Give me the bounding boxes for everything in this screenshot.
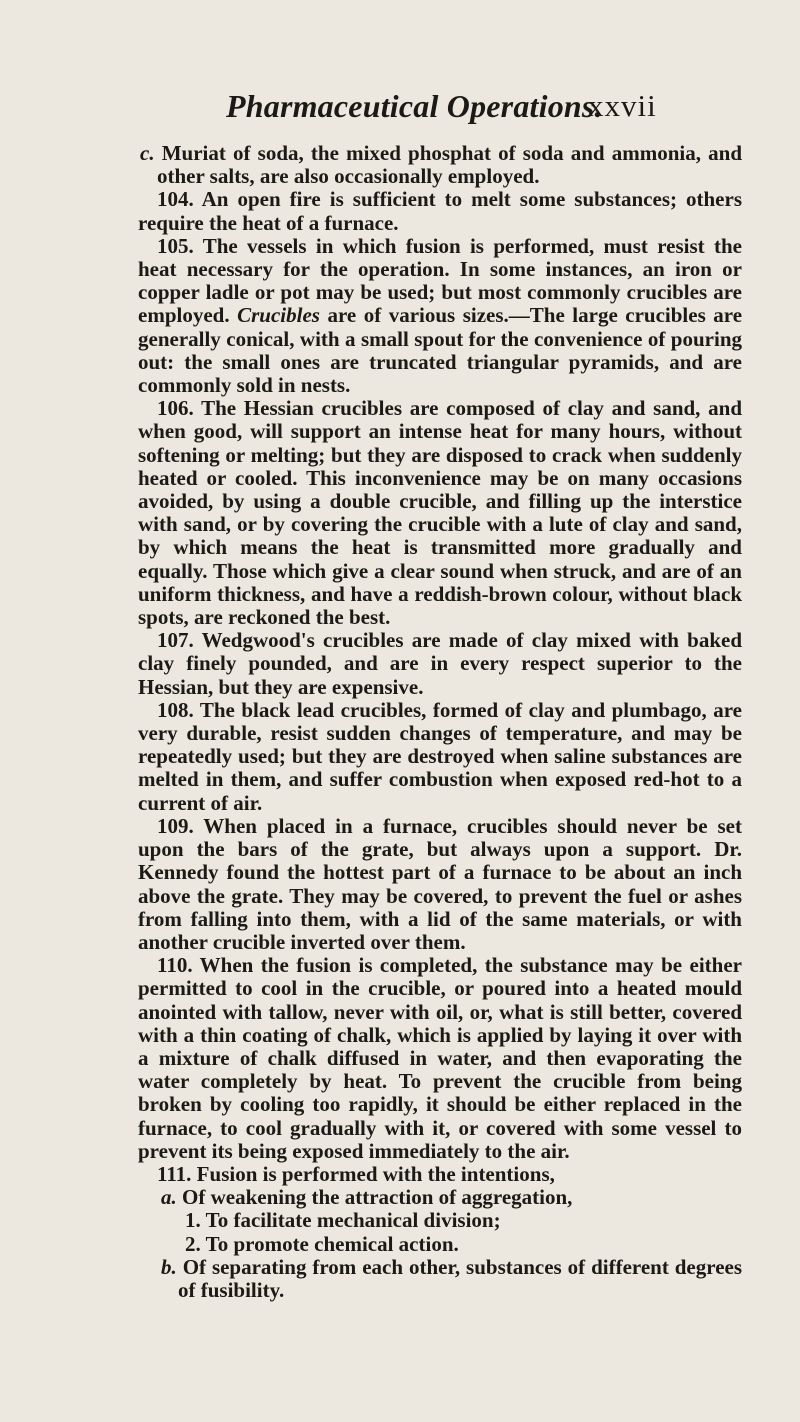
paragraph-c	[138, 142, 742, 188]
list-marker: a.	[161, 1185, 177, 1210]
page-number: xxvii	[588, 88, 657, 123]
paragraph-104	[138, 188, 742, 234]
list-item	[138, 1256, 742, 1302]
list-item-text: To promote chemical action.	[205, 1231, 459, 1256]
paragraph-text: 105. The vessels in which fusion is performed, must resist the heat necessary for the operation. In some instances, an iron or copper ladle or pot may be used; but most commonly crucibles are employed.	[138, 233, 742, 328]
paragraph-109	[138, 815, 742, 954]
body-text	[138, 142, 742, 1302]
paragraph-text: 109. When placed in a furnace, crucibles should never be set upon the bars of the grate, but always upon a support. Dr. Kennedy found the hottest part of a furnace to be about an inch above the grate. They may be covered, to prevent the fuel or ashes from falling into them, with a lid of the same materials, or with another crucible inverted over them.	[138, 813, 742, 954]
paragraph-107	[138, 629, 742, 699]
paragraph-text: are of various sizes.—The large crucibles are generally conical, with a small spout for the convenience of pouring out: the small ones are truncated triangular pyramids, and are commonly sold in nests.	[138, 303, 743, 398]
paragraph-text: Muriat of soda, the mixed phosphat of soda and ammonia, and other salts, are also occasionally employed.	[157, 141, 742, 189]
list-item-text: Of separating from each other, substances of different degrees of fusibility.	[178, 1254, 743, 1302]
page-title: Pharmaceutical Operations.	[226, 88, 603, 124]
paragraph-text: 106. The Hessian crucibles are composed of clay and sand, and when good, will support an intense heat for many hours, without softening or melting; but they are disposed to crack when suddenly heated or cooled. This inconvenience may be on many occasions avoided, by using a double crucible, and filling up the interstice with sand, or by covering the crucible with a lute of clay and sand, by which means the heat is transmitted more gradually and equally. Those which give a clear sound when struck, and are of an uniform thickness, and have a reddish-brown colour, without black spots, are reckoned the best.	[138, 396, 742, 630]
paragraph-108	[138, 699, 742, 815]
paragraph-text: 110. When the fusion is completed, the substance may be either permitted to cool in the crucible, or poured into a heated mould anointed with tallow, never with oil, or, what is still better, covered with a thin coating of chalk, which is applied by laying it over with a mixture of chalk diffused in water, and then evaporating the water completely by heat. To prevent the crucible from being broken by cooling too rapidly, it should be either replaced in the furnace, to cool gradually with it, or covered with some vessel to prevent its being exposed immediately to the air.	[138, 953, 742, 1163]
paragraph-110	[138, 954, 742, 1163]
list-number: 2.	[185, 1231, 201, 1256]
paragraph-text: 104. An open fire is sufficient to melt some substances; others require the heat of a furnace.	[138, 187, 742, 235]
intentions-list	[138, 1186, 742, 1302]
list-number: 1.	[185, 1208, 201, 1233]
list-item	[138, 1209, 742, 1232]
italic-term: Crucibles	[237, 303, 320, 328]
paragraph-106	[138, 397, 742, 629]
paragraph-text: 108. The black lead crucibles, formed of clay and plumbago, are very durable, resist sudden changes of temperature, and may be repeatedly used; but they are destroyed when saline substances are melted in them, and suffer combustion when exposed red-hot to a current of air.	[138, 697, 742, 815]
paragraph-marker: c.	[140, 141, 155, 165]
paragraph-text: 107. Wedgwood's crucibles are made of clay mixed with baked clay finely pounded, and are in every respect superior to the Hessian, but they are expensive.	[138, 628, 742, 699]
paragraph-111	[138, 1163, 742, 1186]
running-head	[226, 88, 746, 128]
paragraph-105	[138, 235, 742, 397]
list-item	[138, 1186, 742, 1209]
paragraph-text: 111. Fusion is performed with the intentions,	[157, 1161, 555, 1186]
list-item-text: Of weakening the attraction of aggregation,	[182, 1185, 573, 1210]
list-item	[138, 1233, 742, 1256]
list-item-text: To facilitate mechanical division;	[205, 1208, 501, 1233]
list-marker: b.	[161, 1254, 177, 1279]
